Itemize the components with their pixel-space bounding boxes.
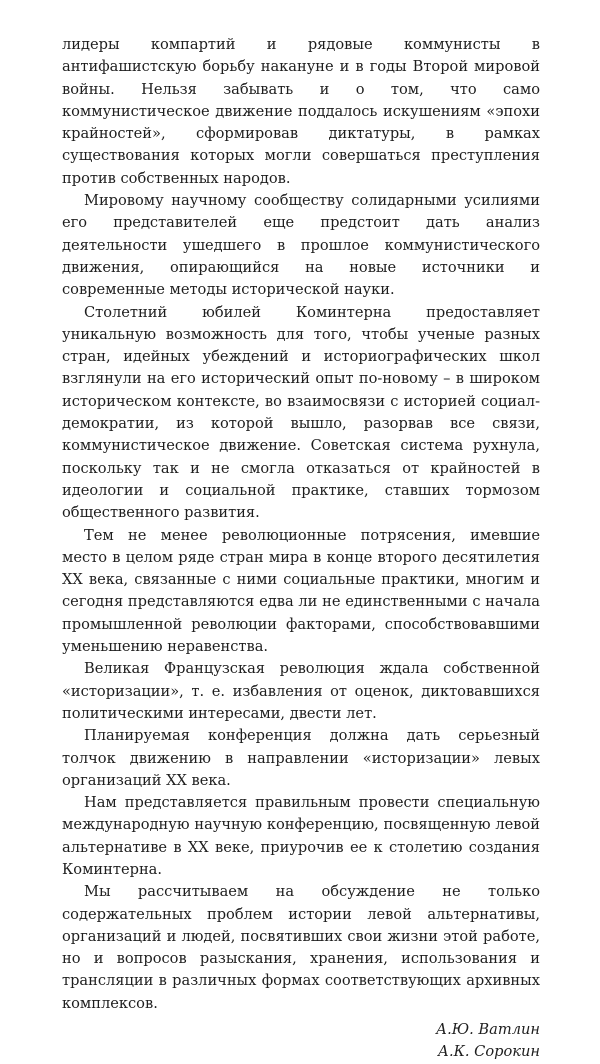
signature-block [62,1019,540,1064]
paragraph: Планируемая конференция должна дать серьезный толчок движению в направлении «историзации» левых организаций XX века. [62,727,540,789]
paragraph: Тем не менее революционные потрясения, имевшие место в целом ряде стран мира в конце второго десятилетия XX века, связанные с ними социальные практики, многим и сегодня представляются едва ли не единственными с начала промышленной революции факторами, способствовавшими уменьшению неравенства. [62,526,540,656]
paragraph: Мы рассчитываем на обсуждение не только содержательных проблем истории левой альтернативы, организаций и людей, посвятивших свои жизни этой работе, но и вопросов разыскания, хранения, использования и трансляции в различных формах соответствующих архивных комплексов. [62,883,540,1012]
document-page [62,34,540,1064]
paragraph: лидеры компартий и рядовые коммунисты в антифашистскую борьбу накануне и в годы Второй мировой войны. Нельзя забывать и о том, что само коммунистическое движение поддалось искушениям «эпохи крайностей», сформировав диктатуры, в рамках существования которых могли совершаться преступления против собственных народов. [62,36,540,187]
paragraph: Великая Французская революция ждала собственной «историзации», т. е. избавления от оценок, диктовавшихся политическими интересами, двести лет. [62,660,540,722]
paragraph: Столетний юбилей Коминтерна предоставляет уникальную возможность для того, чтобы ученые разных стран, идейных убеждений и историографических школ взглянули на его исторический опыт по-новому – в широком историческом контексте, во взаимосвязи с историей социал-демократии, из которой вышло, разорвав все связи, коммунистическое движение. Советская система рухнула, поскольку так и не смогла отказаться от крайностей в идеологии и социальной практике, ставших тормозом общественного развития. [62,303,540,522]
paragraph: Нам представляется правильным провести специальную международную научную конференцию, посвященную левой альтернативе в XX веке, приурочив ее к столетию создания Коминтерна. [62,794,540,878]
author-signature: А.Ю. Ватлин [436,1021,540,1039]
author-signature: А.К. Сорокин [437,1043,540,1061]
paragraph: Мировому научному сообществу солидарными усилиями его представителей еще предстоит дать анализ деятельности ушедшего в прошлое коммунистического движения, опирающийся на новые источники и современные методы исторической науки. [62,192,540,299]
